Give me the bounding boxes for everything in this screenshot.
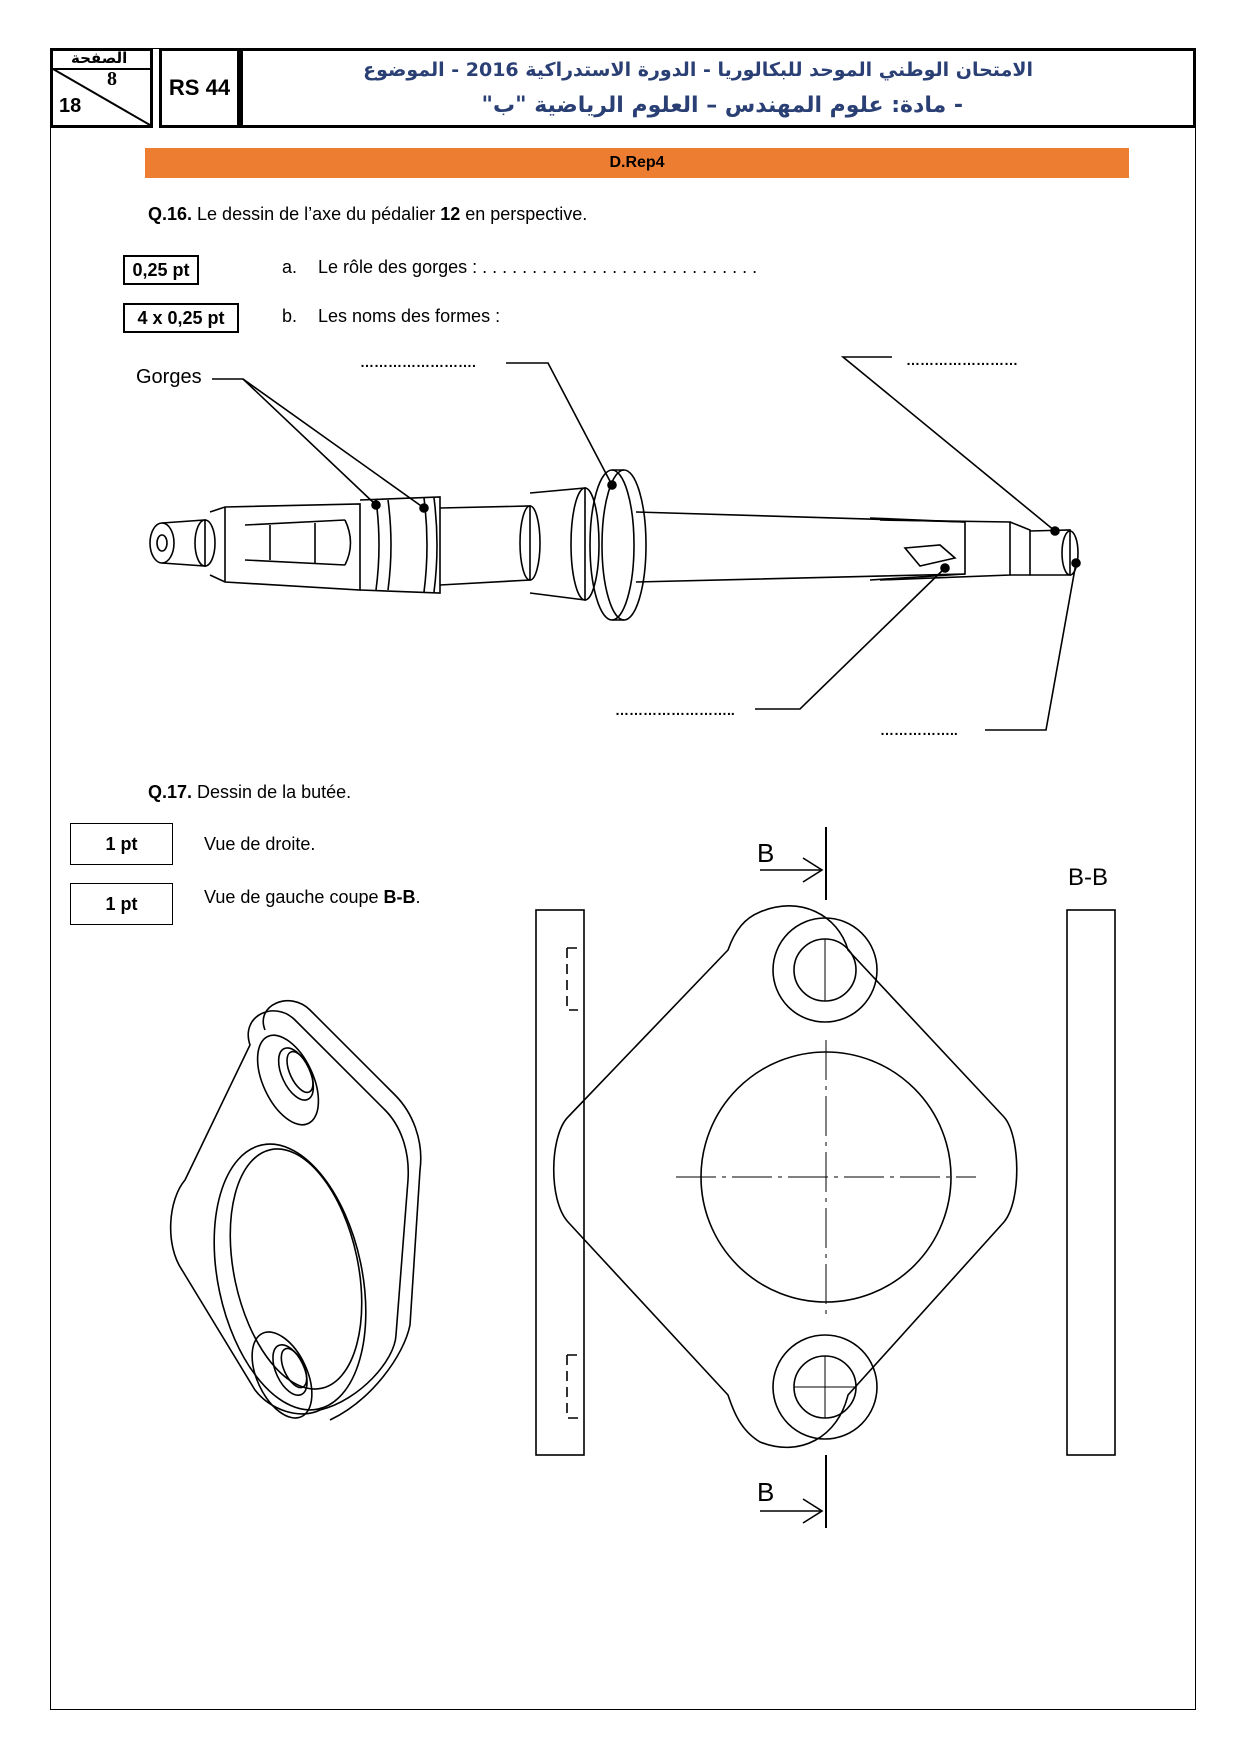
q16-text-before: Le dessin de l’axe du pédalier xyxy=(192,204,441,224)
exam-title-line2: - مادة: علوم المهندس – العلوم الرياضية "ب" xyxy=(481,93,963,118)
page-label: الصفحة xyxy=(71,49,128,67)
q16-part-ref: 12 xyxy=(440,204,461,224)
q17-text: Dessin de la butée. xyxy=(192,782,352,802)
q17-points-box-2: 1 pt xyxy=(70,883,173,925)
section-letter-bottom: B xyxy=(757,1477,775,1507)
exam-title-line1: الامتحان الوطني الموحد للبكالوريا - الدورة الاستدراكية 2016 - الموضوع xyxy=(363,59,1033,81)
q16b-letter: b. xyxy=(282,306,298,326)
q17-item-right-view: Vue de droite. xyxy=(204,834,316,854)
blank-shape-top-right[interactable]: …………………… xyxy=(906,352,1018,368)
q16-number: Q.16. xyxy=(148,204,193,224)
q17-item-section-text: Vue de gauche coupe xyxy=(204,887,384,907)
q16b-text: Les noms des formes : xyxy=(318,306,501,326)
q17-item-section-end: . xyxy=(415,887,421,907)
q17-points-box-1: 1 pt xyxy=(70,823,173,865)
section-view-bb xyxy=(1067,910,1115,1455)
label-gorges: Gorges xyxy=(136,366,202,388)
exam-code: RS 44 xyxy=(159,48,240,128)
q16a-points-box: 0,25 pt xyxy=(123,255,199,285)
q16a-letter: a. xyxy=(282,257,298,277)
isometric-view xyxy=(171,1001,421,1428)
page-total: 18 xyxy=(59,95,82,117)
blank-shape-top-center[interactable]: ……………………. xyxy=(360,354,476,370)
right-side-view xyxy=(536,910,584,1455)
section-letter-top: B xyxy=(757,838,775,868)
section-title-bb: B-B xyxy=(1068,864,1109,891)
section-title-bar: D.Rep4 xyxy=(145,148,1129,178)
q17-item-section-bold: B-B xyxy=(383,887,416,907)
q16a-text[interactable]: Le rôle des gorges : . . . . . . . . . . . . . . . . . . . . . . . . . . . . xyxy=(318,257,758,277)
blank-shape-bottom-right[interactable]: …………….. xyxy=(880,722,958,738)
page-number: 8 xyxy=(107,68,117,90)
blank-shape-bottom-center[interactable]: …………………….. xyxy=(615,702,735,718)
q16b-points-box: 4 x 0,25 pt xyxy=(123,303,239,333)
front-view xyxy=(554,827,1017,1528)
q17-number: Q.17. xyxy=(148,782,193,802)
q16-text-after: en perspective. xyxy=(460,204,588,224)
